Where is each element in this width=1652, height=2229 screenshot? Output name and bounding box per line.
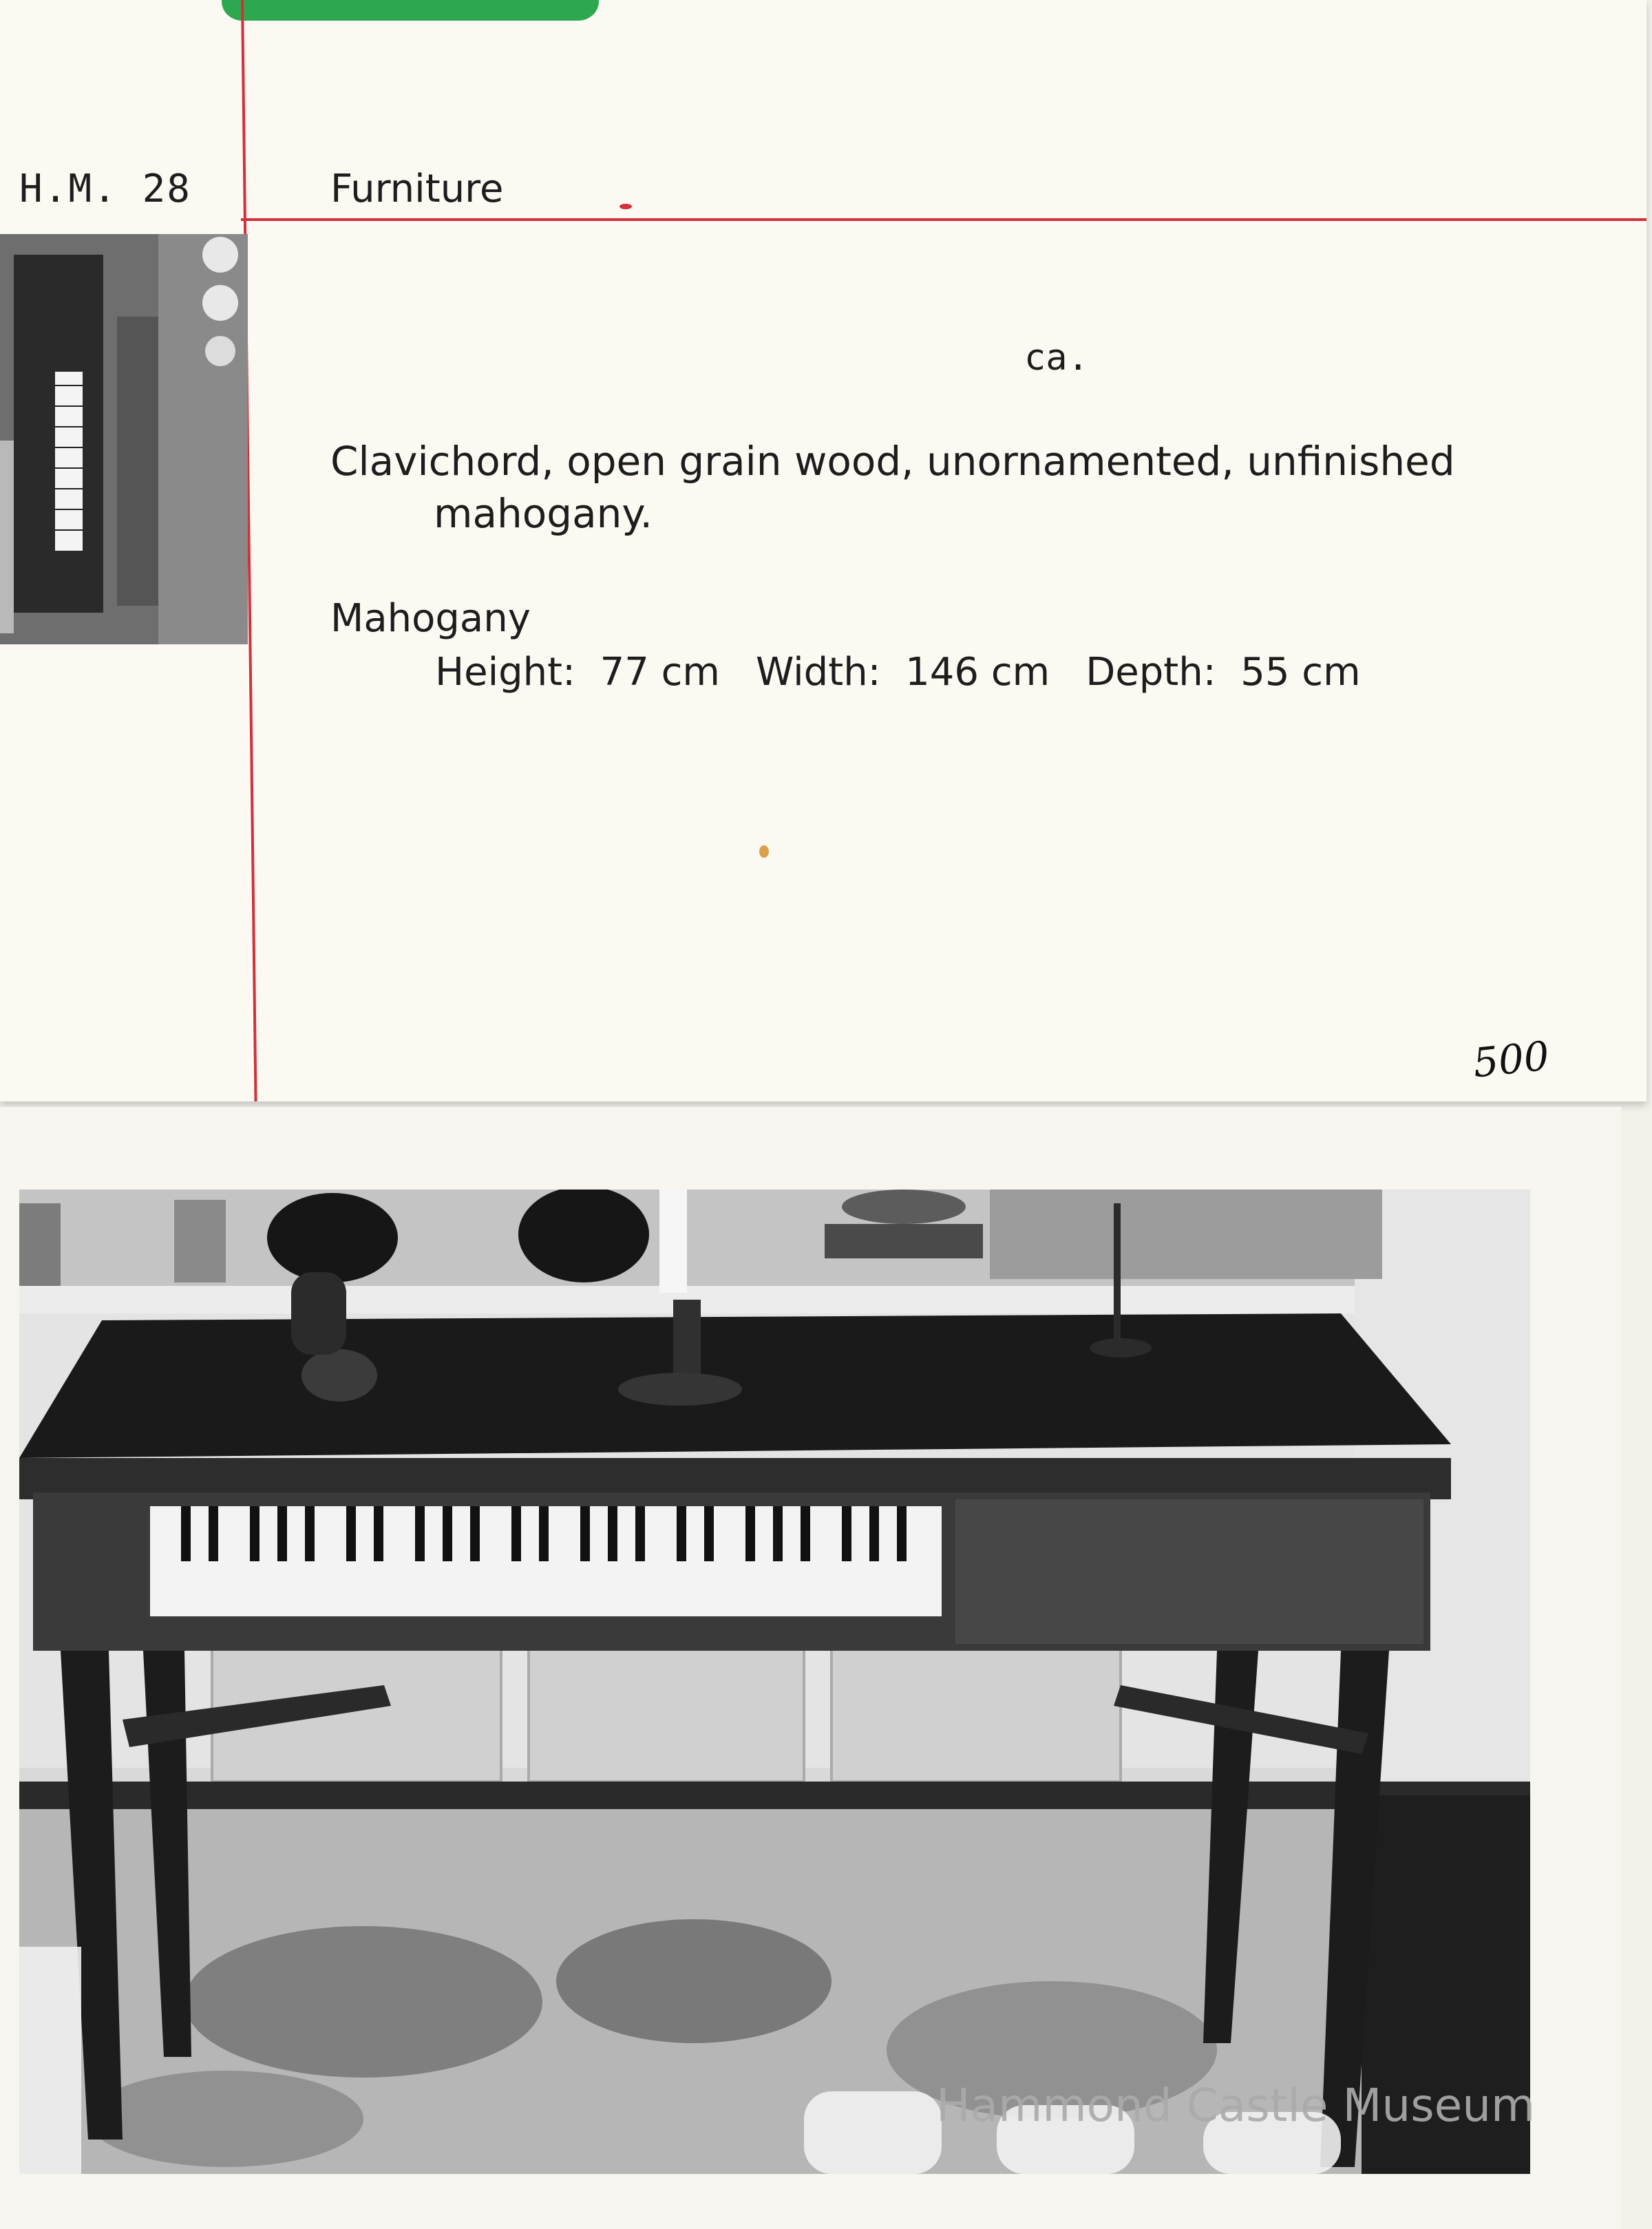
dimensions-line: [435, 650, 1397, 695]
red-horizontal-rule: [241, 218, 1646, 221]
material-label: Mahogany: [330, 596, 531, 641]
object-description: [330, 435, 1455, 540]
category-label: Furniture: [330, 167, 504, 211]
green-tab-marker: [222, 0, 599, 21]
circa-label: ca.: [1024, 337, 1089, 379]
clavichord-photograph: [19, 1190, 1530, 2174]
description-line-1: Clavichord, open grain wood, unornamented, unfinished: [330, 438, 1455, 485]
depth-dimension: Depth: 55 cm: [1086, 650, 1361, 695]
handwritten-number: 500: [1470, 1032, 1552, 1087]
catalog-card: [0, 0, 1646, 1101]
height-dimension: Height: 77 cm: [435, 650, 720, 695]
width-dimension: Width: 146 cm: [755, 650, 1050, 695]
description-line-2: mahogany.: [434, 490, 653, 537]
thumbnail-photo: [0, 234, 248, 644]
museum-watermark: Hammond Castle Museum: [936, 2079, 1536, 2132]
paper-stain: [759, 845, 769, 858]
red-mark: [620, 204, 632, 209]
accession-number: H.M. 28: [19, 167, 192, 211]
